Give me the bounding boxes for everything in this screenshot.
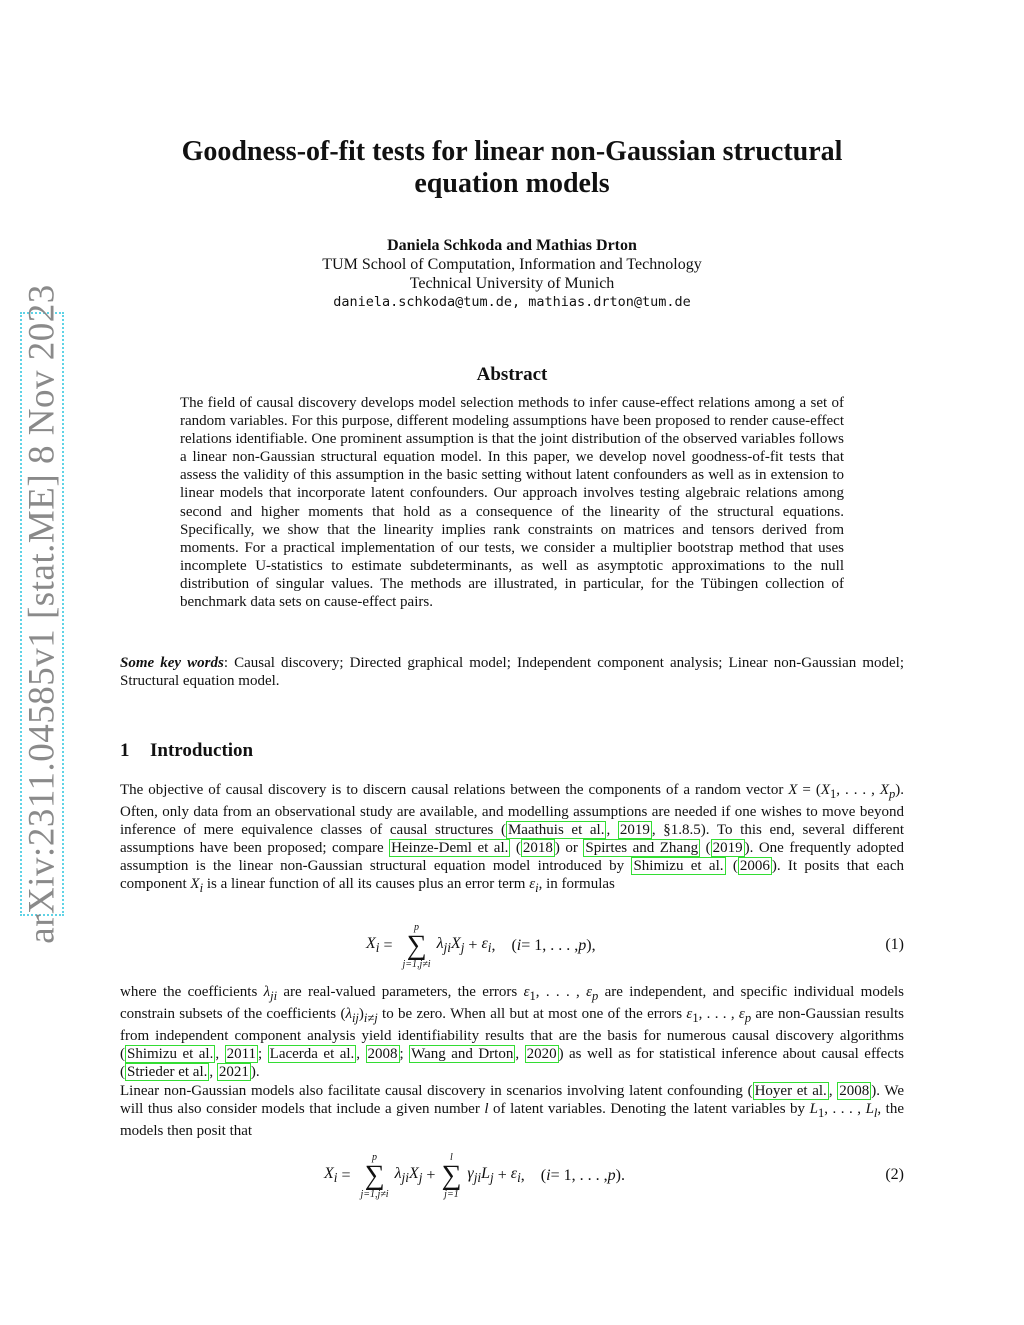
citation-link[interactable]: Shimizu et al. xyxy=(127,1046,214,1063)
citation-link[interactable]: 2006 xyxy=(739,858,770,875)
equation-number: (1) xyxy=(885,936,904,953)
math-inline: X xyxy=(788,782,798,798)
affiliation-2: Technical University of Munich xyxy=(409,275,615,292)
citation-link[interactable]: 2019 xyxy=(712,840,743,857)
citation-link[interactable]: Lacerda et al. xyxy=(269,1046,355,1063)
equation-number: (2) xyxy=(885,1166,904,1183)
abstract-text: The field of causal discovery develops model selection methods to infer cause-effect relations among a set of random variables. For this purpose, different modeling assumptions have been proposed to render cause-effect relations identifiable. One prominent assumption is that the joint distribution of the observed variables follows a linear non-Gaussian structural equation model. In this paper, we develop novel goodness-of-fit tests that assess the validity of this assumption in the basic setting without latent confounders as well as in extension to linear models that incorporate latent confounders. Our approach involves testing algebraic relations among second and higher moments that hold as a consequence of the linearity of the structural equations. Specifically, we show that the linearity implies rank constraints on matrices and tensors derived from moments. For a practical implementation of our tests, we consider a multiplier bootstrap method that uses incomplete U-statistics to estimate subdeterminants, as well as asymptotic approximations to the null distribution of singular values. The methods are illustrated, in particular, for the Tübingen collection of benchmark data sets on cause-effect pairs. xyxy=(180,395,844,611)
citation-link[interactable]: Maathuis et al. xyxy=(507,822,605,839)
citation-link[interactable]: 2021 xyxy=(218,1064,249,1081)
author-block xyxy=(200,236,824,312)
title-line-2: equation models xyxy=(414,168,610,199)
citation-link[interactable]: Hoyer et al. xyxy=(754,1083,827,1099)
equation-2 xyxy=(120,1150,904,1206)
citation-link[interactable]: 2018 xyxy=(522,840,553,857)
citation-link[interactable]: Spirtes and Zhang xyxy=(585,840,699,857)
paper-title xyxy=(150,136,874,200)
equation-1-body: $X_i$ = p ∑ j=1,j≠i $\lambda_{ji}X_j$ + $\varepsilon_i$ , ( i = 1, . . . , p ), xyxy=(366,922,596,970)
arxiv-id: arXiv:2311.04585v1 [stat.ME] 8 Nov 2023 xyxy=(21,284,63,944)
citation-link[interactable]: Heinze-Deml et al. xyxy=(391,840,509,857)
intro-paragraph-2: where the coefficients $\lambda_{ji}$ are real-valued parameters, the errors $\varepsilon_1$, . . . , $\varepsilon_p$ are independent, and specific individual models constrain subsets of the coefficients $(\lambda_{ij})_{i\ne j}$ to be zero. When all but at most one of the errors $\varepsilon_1$, . . . , $\varepsilon_p$ are non-Gaussian results from independent component analysis yield identifiability results that are the basis for numerous causal discovery algorithms ( Shimizu et al. , 2011 ; Lacerda et al. , 2008 ; Wang and Drton , 2020 ) as well as for statistical inference about causal effects ( Strieder et al. , 2021 ). xyxy=(120,984,904,1081)
citation-link[interactable]: 2008 xyxy=(839,1083,870,1099)
citation-link[interactable]: 2008 xyxy=(367,1046,398,1063)
keywords-label: Some key words xyxy=(120,655,224,671)
keywords-text: : Causal discovery; Directed graphical model; Independent component analysis; Linear non-Gaussian model; Structural equation model. xyxy=(120,655,905,690)
citation-link[interactable]: Shimizu et al. xyxy=(633,858,724,875)
citation-link[interactable]: Wang and Drton xyxy=(411,1046,514,1063)
citation-link[interactable]: 2011 xyxy=(226,1046,257,1063)
keywords xyxy=(120,654,904,690)
section-title: Introduction xyxy=(150,740,254,761)
author-names: Daniela Schkoda and Mathias Drton xyxy=(387,237,637,254)
intro-paragraph-1: The objective of causal discovery is to discern causal relations between the components of a random vector $X = (X_1$, . . . , $X_p$). Often, only data from an observational study are available, and modelling assumptions are needed if one wishes to move beyond inference of mere equivalence classes of causal structures ( Maathuis et al. , 2019 , §1.8.5). To this end, several different assumptions have been proposed; compare Heinze-Deml et al. ( 2018 ) or Spirtes and Zhang ( 2019 ). One frequently adopted assumption is the linear non-Gaussian structural equation model introduced by Shimizu et al. ( 2006 ). It posits that each component $X_i$ is a linear function of all its causes plus an error term $\varepsilon_i$, in formulas xyxy=(120,782,905,896)
section-heading-introduction xyxy=(120,740,253,762)
section-number: 1 xyxy=(120,740,130,761)
citation-link[interactable]: 2020 xyxy=(526,1046,557,1063)
title-line-1: Goodness-of-fit tests for linear non-Gaussian structural xyxy=(181,136,843,167)
citation-link[interactable]: Strieder et al. xyxy=(127,1064,208,1081)
citation-link[interactable]: 2019 xyxy=(619,822,650,839)
abstract-heading: Abstract xyxy=(476,364,548,385)
affiliation-1: TUM School of Computation, Information and Technology xyxy=(322,256,702,273)
equation-2-body: $X_i$ = p ∑ j=1,j≠i $\lambda_{ji}X_j$ + l ∑ j=1 $\gamma_{ji}L_j$ + $\varepsilon_i$ , ( i = 1, . . . , p ). xyxy=(324,1152,625,1200)
intro-paragraph-3: Linear non-Gaussian models also facilitate causal discovery in scenarios involving latent confounding ( Hoyer et al. , 2008 ). We will thus also consider models that include a given number l of latent variables. Denoting the latent variables by $L_1$, . . . , $L_l$, the models then posit that xyxy=(120,1083,905,1140)
author-emails: daniela.schkoda@tum.de, mathias.drton@tum.de xyxy=(333,294,691,310)
arxiv-stamp xyxy=(20,284,64,944)
equation-1 xyxy=(120,920,904,972)
